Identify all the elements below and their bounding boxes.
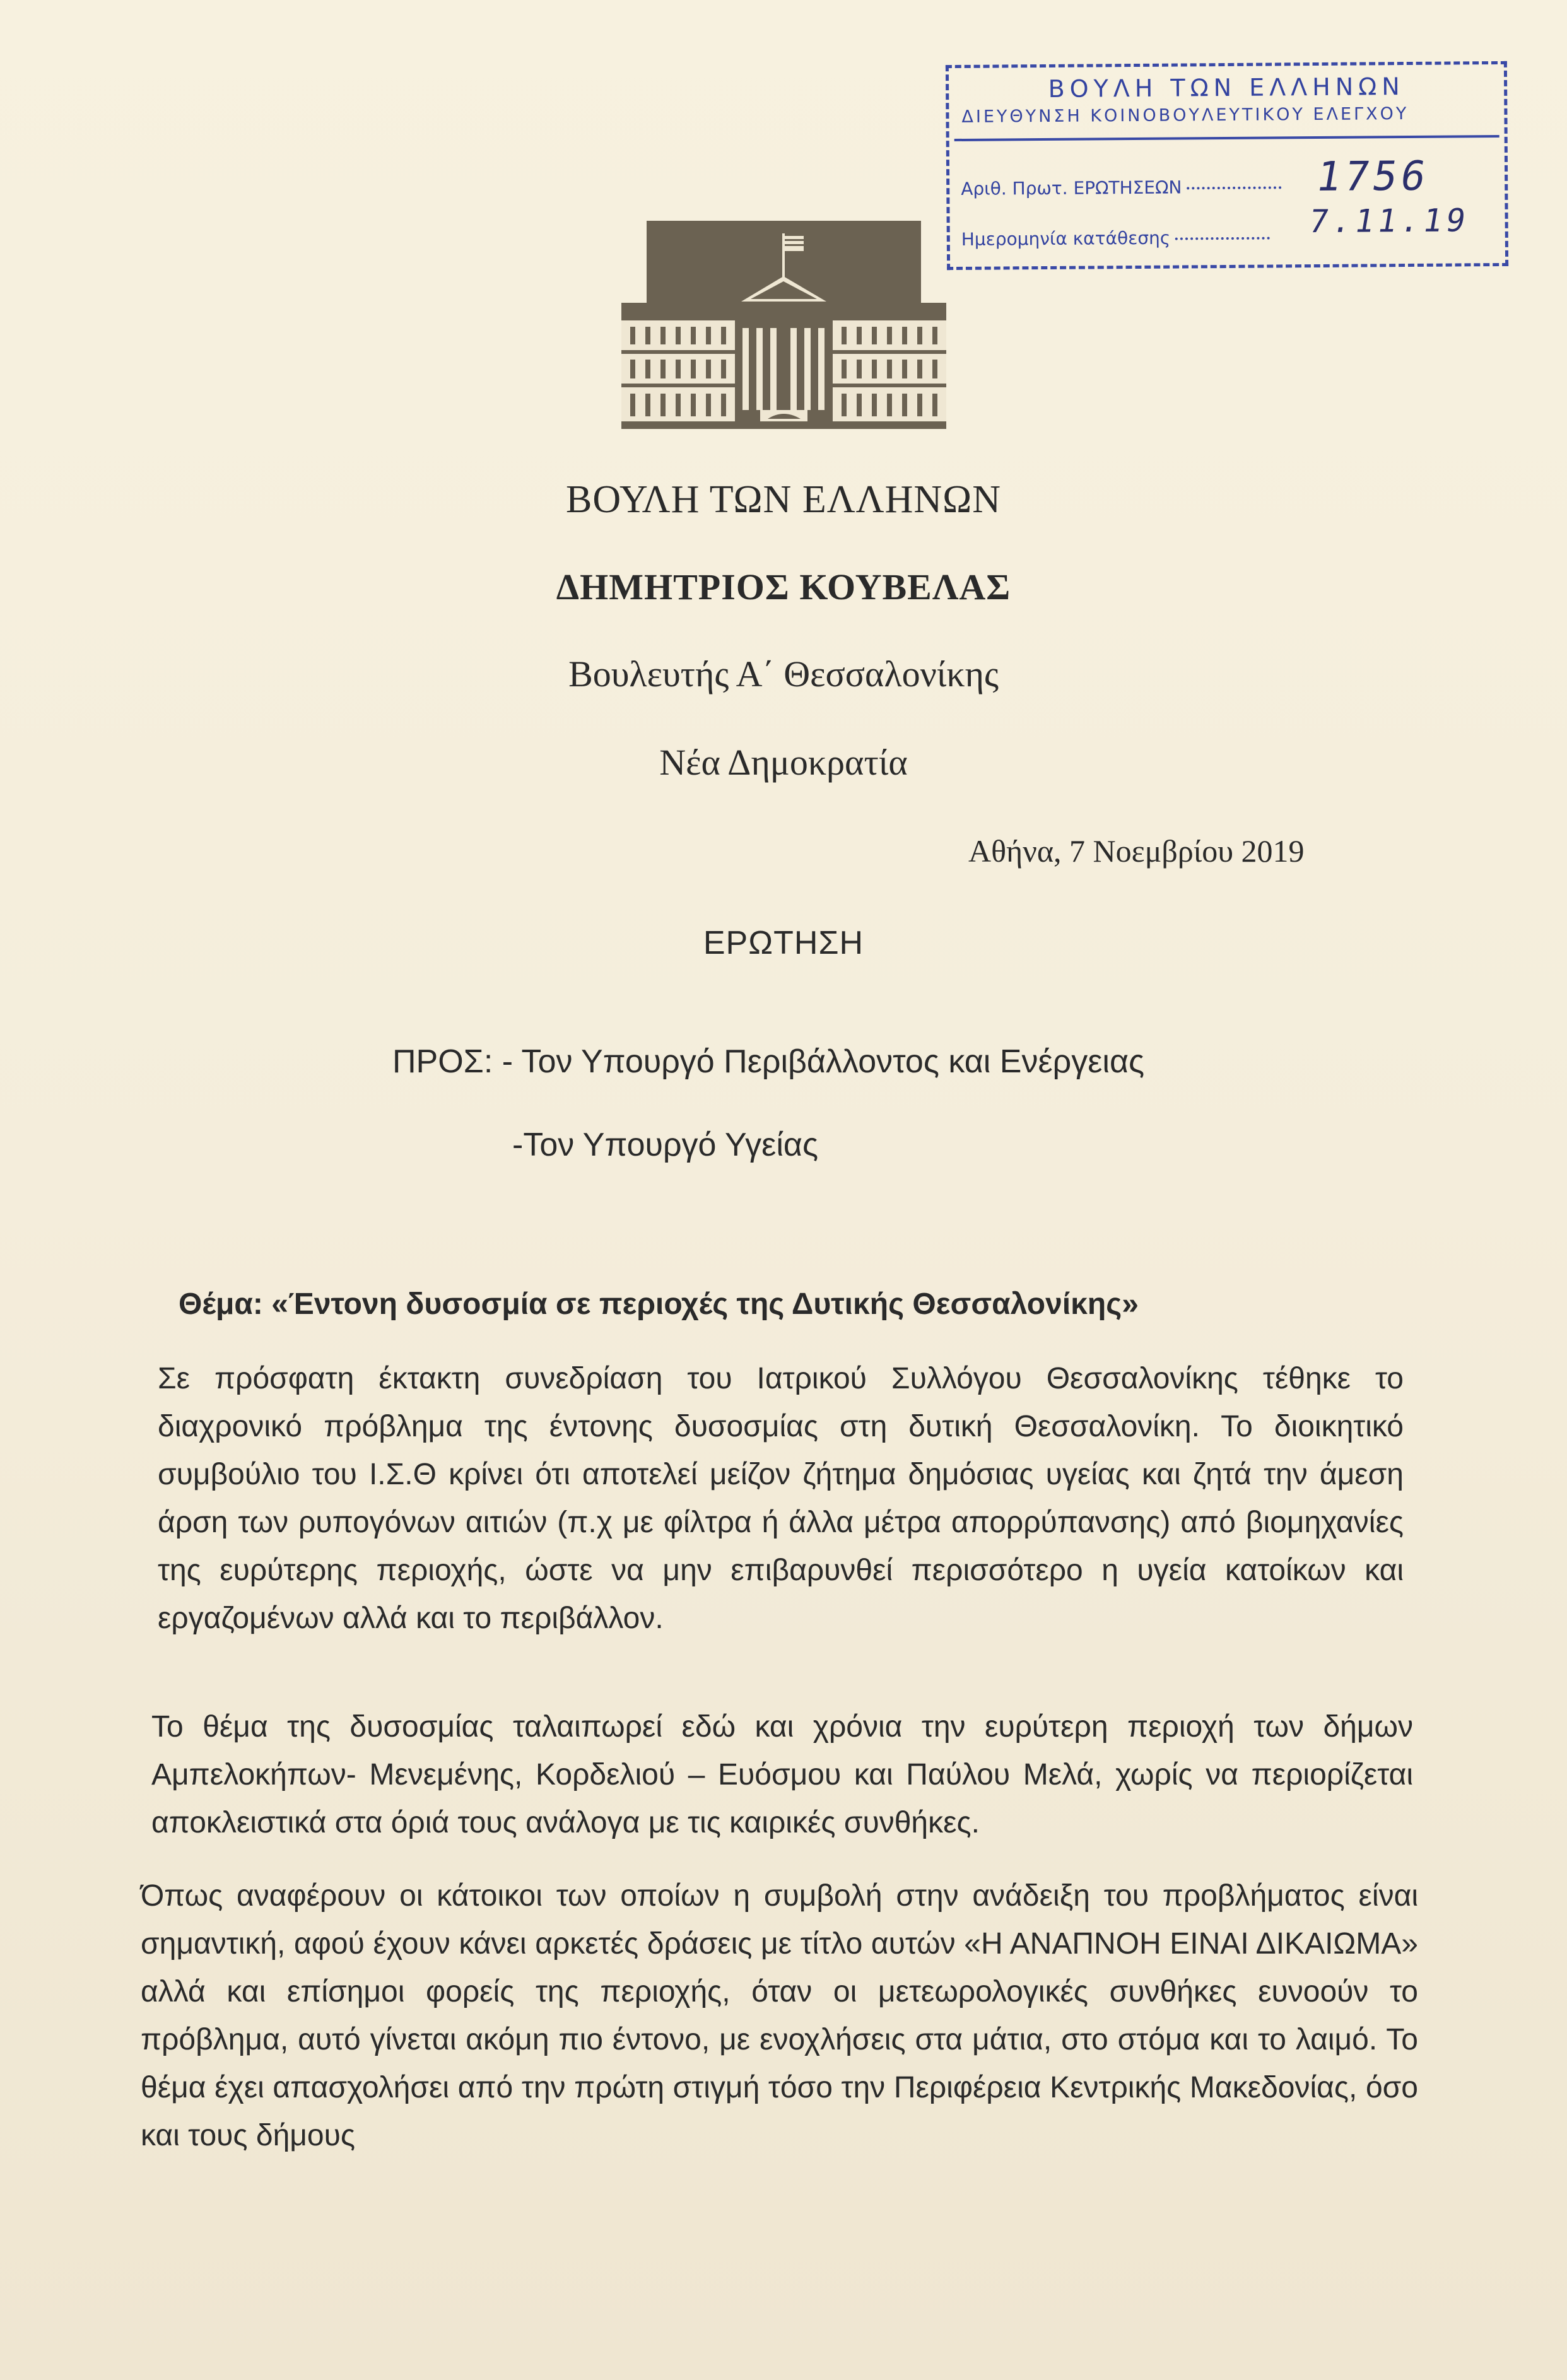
parliament-heading: ΒΟΥΛΗ ΤΩΝ ΕΛΛΗΝΩΝ [565, 478, 1002, 521]
body-paragraph-2: Το θέμα της δυσοσμίας ταλαιπωρεί εδώ και χρόνια την ευρύτερη περιοχή των δήμων Αμπελοκήπων- Μενεμένης, Κορδελιού – Ευόσμου και Παύλου Μελά, χωρίς να περιορίζεται αποκλειστικά στα όριά τους ανάλογα με τις καιρικές συνθήκες. [151, 1710, 1413, 1839]
mp-role: Βουλευτής Α΄ Θεσσαλονίκης [568, 654, 999, 695]
subject-line: Θέμα: «Έντονη δυσοσμία σε περιοχές της Δυτικής Θεσσαλονίκης» [179, 1287, 1139, 1321]
stamp-title: ΒΟΥΛΗ ΤΩΝ ΕΛΛΗΝΩΝ [1048, 73, 1405, 103]
stamp-dotted-line [1175, 237, 1270, 240]
stamp-date-value: 7.11.19 [1306, 202, 1472, 240]
stamp-divider [954, 135, 1500, 141]
stamp-date-row [961, 227, 1271, 250]
stamp-protocol-row [961, 176, 1281, 199]
body-paragraph-3: Όπως αναφέρουν οι κάτοικοι των οποίων η συμβολή στην ανάδειξη του προβλήματος είναι σημαντική, αφού έχουν κάνει αρκετές δράσεις με τίτλο αυτών «Η ΑΝΑΠΝΟΗ ΕΙΝΑΙ ΔΙΚΑΙΩΜΑ» αλλά και επίσημοι φορείς της περιοχής, όταν οι μετεωρολογικές συνθήκες ευνοούν το πρόβλημα, αυτό γίνεται ακόμη πιο έντονο, με ενοχλήσεις στα μάτια, στο στόμα και το λαιμό. Το θέμα έχει απασχολήσει από την πρώτη στιγμή τόσο την Περιφέρεια Κεντρικής Μακεδονίας, όσο και τους δήμους [141, 1879, 1418, 2152]
parliament-building-emblem [621, 221, 946, 435]
document-date: Αθήνα, 7 Νοεμβρίου 2019 [968, 833, 1305, 869]
stamp-protocol-label: Αριθ. Πρωτ. ΕΡΩΤΗΣΕΩΝ [961, 177, 1182, 199]
body-paragraph-1: Σε πρόσφατη έκτακτη συνεδρίαση του Ιατρικού Συλλόγου Θεσσαλονίκης τέθηκε το διαχρονικό πρόβλημα της έντονης δυσοσμίας στη δυτική Θεσσαλονίκη. Το διοικητικό συμβούλιο του Ι.Σ.Θ κρίνει ότι αποτελεί μείζον ζήτημα δημόσιας υγείας και ζητά την άμεση άρση των ρυπογόνων αιτιών (π.χ με φίλτρα ή άλλα μέτρα απορρύπανσης) από βιομηχανίες της ευρύτερης περιοχής, ώστε να μην επιβαρυνθεί περισσότερο η υγεία κατοίκων και εργαζομένων αλλά και το περιβάλλον. [158, 1362, 1404, 1635]
parliament-receipt-stamp [946, 61, 1508, 270]
stamp-department: ΔΙΕΥΘΥΝΣΗ ΚΟΙΝΟΒΟΥΛΕΥΤΙΚΟΥ ΕΛΕΓΧΟΥ [961, 103, 1409, 127]
document-title: ΕΡΩΤΗΣΗ [703, 925, 864, 961]
recipient-line-1: ΠΡΟΣ: - Τον Υπουργό Περιβάλλοντος και Ενέργειας [392, 1043, 1145, 1080]
mp-name: ΔΗΜΗΤΡΙΟΣ ΚΟΥΒΕΛΑΣ [556, 566, 1011, 607]
mp-party: Νέα Δημοκρατία [659, 742, 908, 783]
stamp-protocol-number: 1756 [1312, 153, 1433, 201]
recipient-line-2: -Τον Υπουργό Υγείας [512, 1127, 819, 1163]
stamp-dotted-line [1187, 186, 1281, 189]
stamp-date-label: Ημερομηνία κατάθεσης [961, 227, 1171, 250]
